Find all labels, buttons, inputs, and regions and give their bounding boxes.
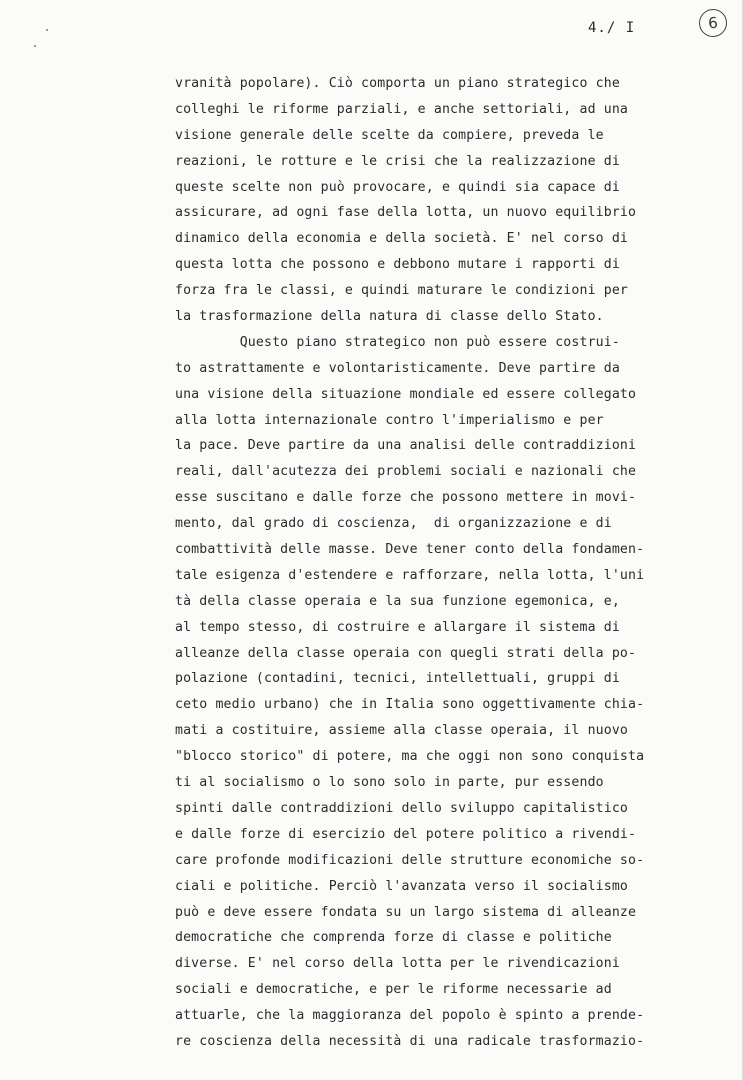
text-line: alla lotta internazionale contro l'imperialismo e per	[175, 412, 604, 428]
text-line: questa lotta che possono e debbono mutare i rapporti di	[175, 257, 620, 273]
text-line: vranità popolare). Ciò comporta un piano strategico che	[175, 76, 620, 91]
text-line: Questo piano strategico non può essere costrui-	[175, 334, 620, 350]
text-line: tà della classe operaia e la sua funzione egemonica, e,	[175, 593, 620, 609]
text-line: dinamico della economia e della società. E' nel corso di	[175, 231, 629, 247]
page-number: 4./ I	[588, 20, 636, 36]
paper-speck	[34, 45, 36, 47]
text-line: e dalle forze di esercizio del potere politico a rivendi-	[175, 826, 637, 842]
text-line: forza fra le classi, e quindi maturare le condizioni per	[175, 283, 629, 299]
text-line: esse suscitano e dalle forze che possono mettere in movi-	[175, 490, 637, 506]
text-line: queste scelte non può provocare, e quindi sia capace di	[175, 179, 620, 195]
text-line: to astrattamente e volontaristicamente. Deve partire da	[175, 360, 620, 376]
text-line: ciali e politiche. Perciò l'avanzata verso il socialismo	[175, 878, 629, 894]
text-line: democratiche che comprenda forze di classe e politiche	[175, 930, 612, 946]
text-line: mento, dal grado di coscienza, di organizzazione e di	[175, 516, 612, 532]
text-line: combattività delle masse. Deve tener conto della fondamen-	[175, 542, 645, 558]
text-line: attuarle, che la maggioranza del popolo è spinto a prende-	[175, 1008, 645, 1024]
text-line: colleghi le riforme parziali, e anche settoriali, ad una	[175, 101, 629, 117]
paper-speck	[46, 29, 48, 31]
text-line: la pace. Deve partire da una analisi delle contraddizioni	[175, 438, 637, 454]
text-line: "blocco storico" di potere, ma che oggi non sono conquista	[175, 749, 645, 765]
text-line: ti al socialismo o lo sono solo in parte, pur essendo	[175, 775, 604, 791]
text-line: reali, dall'acutezza dei problemi sociali e nazionali che	[175, 464, 637, 480]
text-line: polazione (contadini, tecnici, intellettuali, gruppi di	[175, 671, 620, 687]
text-line: la trasformazione della natura di classe dello Stato.	[175, 309, 604, 325]
text-line: sociali e democratiche, e per le riforme necessarie ad	[175, 982, 612, 998]
text-line: al tempo stesso, di costruire e allargare il sistema di	[175, 619, 620, 635]
text-line: ceto medio urbano) che in Italia sono oggettivamente chia-	[175, 697, 645, 713]
text-line: mati a costituire, assieme alla classe operaia, il nuovo	[175, 723, 629, 739]
handwritten-page-mark: 6	[698, 8, 729, 39]
text-line: reazioni, le rotture e le crisi che la realizzazione di	[175, 153, 620, 169]
text-line: spinti dalle contraddizioni dello sviluppo capitalistico	[175, 800, 629, 816]
text-line: può e deve essere fondata su un largo sistema di alleanze	[175, 904, 637, 920]
typed-body-text	[175, 71, 735, 1055]
text-line: alleanze della classe operaia con quegli strati della po-	[175, 645, 637, 661]
text-line: assicurare, ad ogni fase della lotta, un nuovo equilibrio	[175, 205, 637, 221]
text-line: una visione della situazione mondiale ed essere collegato	[175, 386, 637, 402]
text-line: diverse. E' nel corso della lotta per le rivendicazioni	[175, 956, 620, 972]
text-line: care profonde modificazioni delle strutture economiche so-	[175, 852, 645, 868]
text-line: tale esigenza d'estendere e rafforzare, nella lotta, l'uni	[175, 567, 645, 583]
text-line: visione generale delle scelte da compiere, preveda le	[175, 127, 604, 143]
text-line: re coscienza della necessità di una radicale trasformazio-	[175, 1033, 645, 1049]
